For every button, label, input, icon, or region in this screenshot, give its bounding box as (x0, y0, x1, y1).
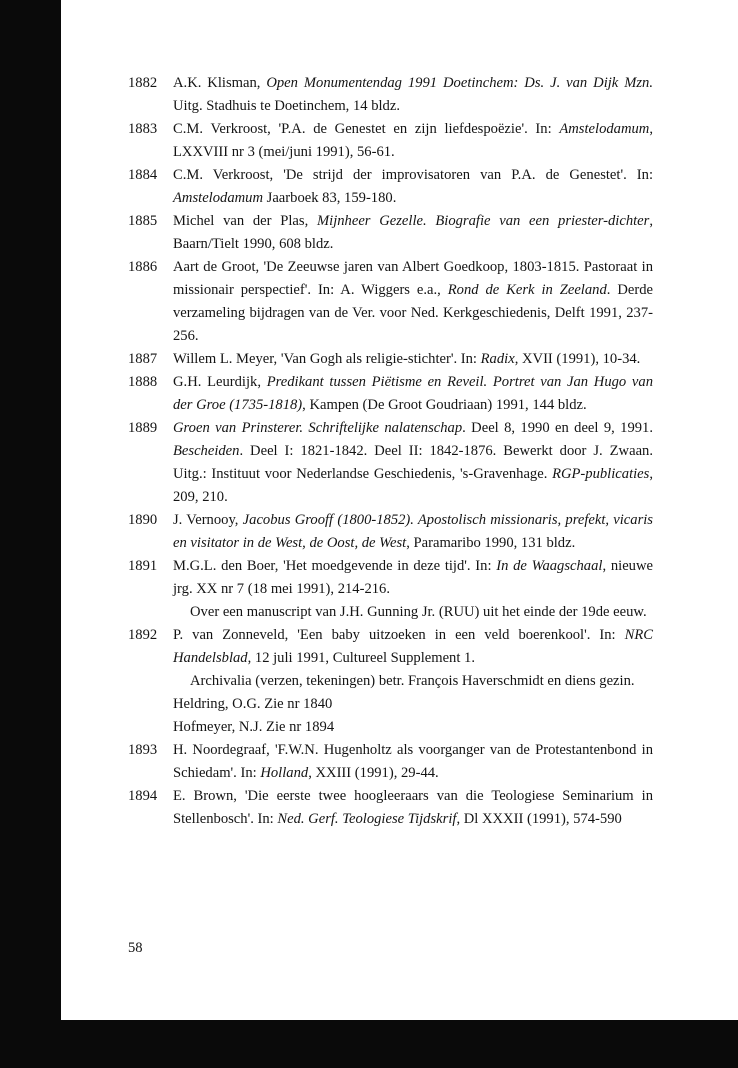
citation-title: Open Monumentendag 1991 Doetinchem: Ds. J. van Dijk Mzn. (266, 75, 653, 91)
bibliography-entry (128, 348, 653, 371)
citation-title: Holland (260, 765, 309, 781)
citation-title: Amstelodamum (559, 121, 650, 137)
entry-number: 1885 (128, 213, 158, 229)
entry-citation (173, 72, 653, 118)
citation-title: RGP-publicaties (552, 466, 650, 482)
bibliography-entry (128, 739, 653, 785)
citation-text: Jaarboek 83, 159-180. (263, 190, 397, 206)
entry-citation (173, 118, 653, 164)
citation-text: , nieuwe jrg. XX nr 7 (18 mei 1991), 214-216. (173, 558, 653, 597)
entry-citation (173, 348, 653, 371)
page-number: 58 (128, 940, 143, 956)
bibliography-entry (128, 417, 653, 509)
citation-text: J. Vernooy, (173, 512, 243, 528)
citation-title: Radix (480, 351, 515, 367)
bibliography-entry (128, 555, 653, 624)
citation-title: Mijnheer Gezelle. Biografie van een priester-dichter (316, 213, 650, 229)
bibliography-entry (128, 509, 653, 555)
entry-number: 1893 (128, 742, 158, 758)
citation-text: . Deel 8, 1990 en deel 9, 1991. (462, 420, 653, 436)
citation-text: , XVII (1991), 10-34. (514, 351, 641, 367)
bibliography-entry (128, 371, 653, 417)
entry-citation (173, 164, 653, 210)
citation-text: Willem L. Meyer, 'Van Gogh als religie-stichter'. In: (173, 351, 481, 367)
entry-citation (173, 555, 653, 601)
citation-text: , Baarn/Tielt 1990, 608 bldz. (173, 213, 653, 252)
bibliography-entry (128, 118, 653, 164)
citation-text: Michel van der Plas, (173, 213, 317, 229)
entry-citation (173, 739, 653, 785)
citation-text: , LXXVIII nr 3 (mei/juni 1991), 56-61. (173, 121, 653, 160)
cross-reference: Heldring, O.G. Zie nr 1840 (173, 696, 333, 712)
bibliography-list (128, 72, 653, 831)
entry-number: 1882 (128, 75, 158, 91)
scan-border-left (0, 0, 61, 1068)
bibliography-entry (128, 210, 653, 256)
citation-text: , Paramaribo 1990, 131 bldz. (406, 535, 576, 551)
entry-citation (173, 785, 653, 831)
bibliography-entry (128, 164, 653, 210)
entry-number: 1888 (128, 374, 158, 390)
entry-number: 1887 (128, 351, 158, 367)
entry-citation (173, 371, 653, 417)
citation-text: M.G.L. den Boer, 'Het moedgevende in deze tijd'. In: (173, 558, 497, 574)
citation-title: Jacobus Grooff (1800-1852). Apostolisch missionaris, prefekt, vicaris en visitator in de West, de Oost, de West (173, 512, 653, 551)
citation-text: E. Brown, 'Die eerste twee hoogleeraars van die Teologiese Seminarium in Stellenbosch'. In: (173, 788, 653, 827)
citation-text: H. Noordegraaf, 'F.W.N. Hugenholtz als voorganger van de Protestantenbond in Schiedam'. In: (173, 742, 653, 781)
citation-text: , Dl XXXII (1991), 574-590 (456, 811, 622, 827)
scan-border-bottom (0, 1020, 738, 1068)
citation-text: A.K. Klisman, (173, 75, 267, 91)
citation-title: In de Waagschaal (496, 558, 603, 574)
entry-number: 1889 (128, 420, 158, 436)
citation-text: C.M. Verkroost, 'De strijd der improvisatoren van P.A. de Genestet'. In: (173, 167, 653, 183)
citation-title: NRC Handelsblad (173, 627, 653, 666)
bibliography-entry (128, 785, 653, 831)
citation-text: , 209, 210. (173, 466, 653, 505)
citation-text: G.H. Leurdijk, (173, 374, 267, 390)
citation-title: Groen van Prinsterer. Schriftelijke nalatenschap (173, 420, 463, 436)
entry-citation (173, 210, 653, 256)
bibliography-entry (128, 624, 653, 739)
citation-text: , 12 juli 1991, Cultureel Supplement 1. (247, 650, 475, 666)
entry-citation (173, 509, 653, 555)
citation-text: , XXIII (1991), 29-44. (308, 765, 439, 781)
citation-title: Ned. Gerf. Teologiese Tijdskrif (277, 811, 457, 827)
bibliography-entry (128, 72, 653, 118)
entry-number: 1890 (128, 512, 158, 528)
citation-text: Aart de Groot, 'De Zeeuwse jaren van Albert Goedkoop, 1803-1815. Pastoraat in missionair perspectief'. In: A. Wiggers e.a., (173, 259, 653, 298)
entry-citation (173, 417, 653, 509)
citation-text: , Kampen (De Groot Goudriaan) 1991, 144 bldz. (302, 397, 587, 413)
entry-number: 1891 (128, 558, 158, 574)
entry-citation (173, 624, 653, 670)
entry-number: 1884 (128, 167, 158, 183)
cross-reference: Hofmeyer, N.J. Zie nr 1894 (173, 719, 335, 735)
citation-title: Bescheiden (173, 443, 240, 459)
entry-number: 1883 (128, 121, 158, 137)
entry-annotation: Over een manuscript van J.H. Gunning Jr. (RUU) uit het einde der 19de eeuw. (190, 604, 647, 620)
citation-title: Predikant tussen Piëtisme en Reveil. Portret van Jan Hugo van der Groe (1735-1818) (173, 374, 653, 413)
citation-text: C.M. Verkroost, 'P.A. de Genestet en zijn liefdespoëzie'. In: (173, 121, 560, 137)
citation-text: . Deel I: 1821-1842. Deel II: 1842-1876. Bewerkt door J. Zwaan. Uitg.: Instituut voor Nederlandse Geschiedenis, 's-Gravenhage. (173, 443, 653, 482)
entry-number: 1886 (128, 259, 158, 275)
bibliography-entry (128, 256, 653, 348)
entry-number: 1894 (128, 788, 158, 804)
citation-title: Amstelodamum (173, 190, 263, 206)
entry-number: 1892 (128, 627, 158, 643)
entry-annotation: Archivalia (verzen, tekeningen) betr. François Haverschmidt en diens gezin. (190, 673, 635, 689)
citation-text: . Derde verzameling bijdragen van de Ver. voor Ned. Kerkgeschiedenis, Delft 1991, 237-256. (173, 282, 653, 344)
citation-title: Rond de Kerk in Zeeland (447, 282, 607, 298)
citation-text: P. van Zonneveld, 'Een baby uitzoeken in een veld boerenkool'. In: (173, 627, 625, 643)
citation-text: Uitg. Stadhuis te Doetinchem, 14 bldz. (173, 98, 400, 114)
entry-citation (173, 256, 653, 348)
